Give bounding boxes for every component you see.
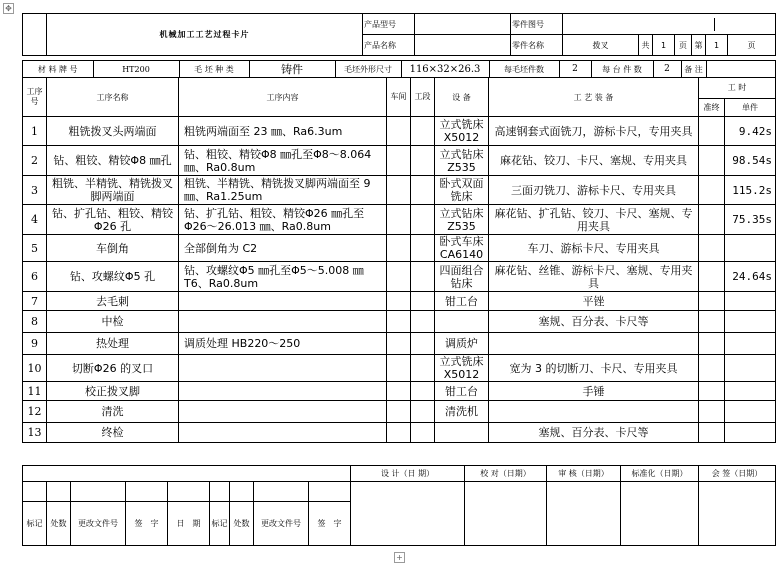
op-name[interactable]: 粗铣拨叉头两端面 bbox=[47, 117, 179, 146]
op-name[interactable]: 校正拨叉脚 bbox=[47, 382, 179, 401]
revision-blank-cell bbox=[47, 482, 71, 502]
revision-blank-cell bbox=[210, 482, 230, 502]
op-unit-time[interactable] bbox=[725, 311, 776, 333]
standardize-date-cell[interactable] bbox=[621, 482, 699, 546]
page-no-value[interactable]: 1 bbox=[706, 35, 728, 56]
op-tooling[interactable] bbox=[489, 333, 699, 355]
op-workshop[interactable] bbox=[387, 382, 411, 401]
material-row bbox=[23, 61, 776, 78]
op-workshop[interactable] bbox=[387, 146, 411, 176]
op-section[interactable] bbox=[411, 205, 435, 235]
blank-size-value[interactable]: 116×32×26.3 bbox=[401, 61, 489, 77]
op-equipment[interactable]: 调质炉 bbox=[435, 333, 489, 355]
table-row bbox=[23, 235, 776, 262]
col-time: 工 时 bbox=[699, 78, 776, 99]
blank-type-label: 毛 坯 种 类 bbox=[179, 61, 249, 77]
op-content[interactable]: 钻、攻螺纹Φ5 ㎜孔至Φ5～5.008 ㎜ T6、Ra0.8um bbox=[179, 262, 387, 292]
blank-type-value[interactable]: 铸件 bbox=[249, 61, 335, 77]
card-title: 机械加工工艺过程卡片 bbox=[47, 14, 363, 56]
parts-per-blank-label: 每毛坯件数 bbox=[489, 61, 559, 77]
op-seq[interactable]: 9 bbox=[23, 333, 47, 355]
sign-label: 签 字 bbox=[126, 502, 168, 546]
op-section[interactable] bbox=[411, 146, 435, 176]
op-content[interactable] bbox=[179, 382, 387, 401]
op-equipment[interactable]: 立式铣床X5012 bbox=[435, 355, 489, 382]
op-unit-time[interactable]: 115.2s bbox=[725, 176, 776, 205]
table-row bbox=[23, 401, 776, 423]
op-name[interactable]: 钻、扩孔钻、粗铰、精铰Φ26 孔 bbox=[47, 205, 179, 235]
sign-label-2: 签 字 bbox=[309, 502, 351, 546]
op-equipment[interactable]: 清洗机 bbox=[435, 401, 489, 423]
op-workshop[interactable] bbox=[387, 423, 411, 443]
op-content[interactable] bbox=[179, 401, 387, 423]
col-workshop: 车间 bbox=[387, 78, 411, 117]
op-seq[interactable]: 1 bbox=[23, 117, 47, 146]
col-unit-time: 单件 bbox=[725, 98, 776, 116]
op-workshop[interactable] bbox=[387, 262, 411, 292]
op-workshop[interactable] bbox=[387, 205, 411, 235]
table-row bbox=[23, 382, 776, 401]
op-tooling[interactable]: 麻花钻、扩孔钻、铰刀、卡尺、塞规、专用夹具 bbox=[489, 205, 699, 235]
op-unit-time[interactable] bbox=[725, 382, 776, 401]
table-row bbox=[23, 117, 776, 146]
op-equipment[interactable]: 卧式车床CA6140 bbox=[435, 235, 489, 262]
op-tooling[interactable]: 平锉 bbox=[489, 292, 699, 311]
op-content[interactable]: 粗铣、半精铣、精铣拨叉脚两端面至 9 ㎜、Ra1.25um bbox=[179, 176, 387, 205]
op-section[interactable] bbox=[411, 262, 435, 292]
revision-blank-cell bbox=[254, 482, 309, 502]
op-workshop[interactable] bbox=[387, 176, 411, 205]
op-equipment[interactable]: 立式钻床Z535 bbox=[435, 205, 489, 235]
op-prep-time[interactable] bbox=[699, 117, 725, 146]
table-row bbox=[23, 333, 776, 355]
part-name-label: 零件名称 bbox=[511, 35, 563, 56]
op-tooling[interactable]: 三面刃铣刀、游标卡尺、专用夹具 bbox=[489, 176, 699, 205]
op-equipment[interactable] bbox=[435, 423, 489, 443]
op-workshop[interactable] bbox=[387, 333, 411, 355]
op-content[interactable] bbox=[179, 423, 387, 443]
remark-value[interactable] bbox=[706, 61, 776, 77]
op-unit-time[interactable]: 75.35s bbox=[725, 205, 776, 235]
text-cursor bbox=[714, 18, 715, 31]
op-section[interactable] bbox=[411, 235, 435, 262]
col-equipment: 设 备 bbox=[435, 78, 489, 117]
op-seq[interactable]: 7 bbox=[23, 292, 47, 311]
op-prep-time[interactable] bbox=[699, 146, 725, 176]
parts-per-unit-value[interactable]: 2 bbox=[653, 61, 681, 77]
op-unit-time[interactable] bbox=[725, 355, 776, 382]
op-content[interactable]: 钻、粗铰、精铰Φ8 ㎜孔至Φ8～8.064 ㎜、Ra0.8um bbox=[179, 146, 387, 176]
op-unit-time[interactable] bbox=[725, 292, 776, 311]
op-seq[interactable]: 8 bbox=[23, 311, 47, 333]
op-workshop[interactable] bbox=[387, 117, 411, 146]
op-section[interactable] bbox=[411, 382, 435, 401]
card-header-table bbox=[22, 13, 776, 56]
col-seq: 工序号 bbox=[23, 78, 47, 117]
op-tooling[interactable] bbox=[489, 401, 699, 423]
op-prep-time[interactable] bbox=[699, 235, 725, 262]
table-add-row-icon[interactable]: + bbox=[394, 552, 405, 563]
op-content[interactable] bbox=[179, 355, 387, 382]
mark-label: 标记 bbox=[23, 502, 47, 546]
op-section[interactable] bbox=[411, 401, 435, 423]
op-equipment[interactable]: 四面组合钻床 bbox=[435, 262, 489, 292]
op-seq[interactable]: 12 bbox=[23, 401, 47, 423]
op-prep-time[interactable] bbox=[699, 176, 725, 205]
op-tooling[interactable]: 手锤 bbox=[489, 382, 699, 401]
op-name[interactable]: 切断Φ26 的叉口 bbox=[47, 355, 179, 382]
table-row bbox=[23, 311, 776, 333]
product-name-value[interactable] bbox=[415, 35, 511, 56]
op-workshop[interactable] bbox=[387, 235, 411, 262]
op-workshop[interactable] bbox=[387, 292, 411, 311]
revision-blank-cell bbox=[126, 482, 168, 502]
product-name-label: 产品名称 bbox=[363, 35, 415, 56]
table-row bbox=[23, 423, 776, 443]
op-name[interactable]: 中检 bbox=[47, 311, 179, 333]
table-row bbox=[23, 292, 776, 311]
op-prep-time[interactable] bbox=[699, 401, 725, 423]
part-name-value[interactable]: 拨叉 bbox=[563, 35, 639, 56]
op-prep-time[interactable] bbox=[699, 311, 725, 333]
op-seq[interactable]: 4 bbox=[23, 205, 47, 235]
review-date-cell[interactable] bbox=[547, 482, 621, 546]
table-move-handle-icon[interactable]: ✥ bbox=[3, 3, 14, 14]
op-prep-time[interactable] bbox=[699, 333, 725, 355]
revision-area-top bbox=[23, 466, 351, 482]
column-header-row-1 bbox=[23, 78, 776, 99]
revision-blank-cell bbox=[71, 482, 126, 502]
part-drawing-no-value[interactable] bbox=[563, 14, 776, 35]
op-name[interactable]: 热处理 bbox=[47, 333, 179, 355]
header-left-blank bbox=[23, 14, 47, 56]
count-label-2: 处数 bbox=[230, 502, 254, 546]
op-equipment[interactable]: 钳工台 bbox=[435, 292, 489, 311]
op-workshop[interactable] bbox=[387, 355, 411, 382]
blank-size-label: 毛坯外形尺寸 bbox=[335, 61, 401, 77]
remark-label: 备 注 bbox=[681, 61, 706, 77]
op-name[interactable]: 粗铣、半精铣、精铣拨叉脚两端面 bbox=[47, 176, 179, 205]
product-model-value[interactable] bbox=[415, 14, 511, 35]
mark-label-2: 标记 bbox=[210, 502, 230, 546]
op-section[interactable] bbox=[411, 311, 435, 333]
material-value[interactable]: HT200 bbox=[93, 61, 179, 77]
page-label-2: 页 bbox=[728, 35, 776, 56]
op-seq[interactable]: 10 bbox=[23, 355, 47, 382]
op-content[interactable]: 钻、扩孔钻、粗铰、精铰Φ26 ㎜孔至Φ26～26.013 ㎜、Ra0.8um bbox=[179, 205, 387, 235]
review-label: 审 核（日期） bbox=[547, 466, 621, 482]
col-tooling: 工 艺 装 备 bbox=[489, 78, 699, 117]
op-equipment[interactable]: 卧式双面铣床 bbox=[435, 176, 489, 205]
op-content[interactable]: 调质处理 HB220～250 bbox=[179, 333, 387, 355]
operations-body bbox=[23, 117, 776, 443]
revision-blank-cell bbox=[23, 482, 47, 502]
op-unit-time[interactable]: 98.54s bbox=[725, 146, 776, 176]
change-doc-label: 更改文件号 bbox=[71, 502, 126, 546]
op-prep-time[interactable] bbox=[699, 382, 725, 401]
total-pages-value[interactable]: 1 bbox=[653, 35, 675, 56]
op-seq[interactable]: 5 bbox=[23, 235, 47, 262]
op-name[interactable]: 钻、攻螺纹Φ5 孔 bbox=[47, 262, 179, 292]
op-equipment[interactable]: 钳工台 bbox=[435, 382, 489, 401]
revision-blank-cell bbox=[309, 482, 351, 502]
part-drawing-no-label: 零件图号 bbox=[511, 14, 563, 35]
table-row bbox=[23, 146, 776, 176]
op-unit-time[interactable] bbox=[725, 423, 776, 443]
table-row bbox=[23, 355, 776, 382]
op-name[interactable]: 去毛刺 bbox=[47, 292, 179, 311]
op-name[interactable]: 清洗 bbox=[47, 401, 179, 423]
material-label: 材 料 牌 号 bbox=[23, 61, 93, 77]
count-label: 处数 bbox=[47, 502, 71, 546]
product-model-label: 产品型号 bbox=[363, 14, 415, 35]
op-section[interactable] bbox=[411, 355, 435, 382]
op-content[interactable] bbox=[179, 311, 387, 333]
change-doc-label-2: 更改文件号 bbox=[254, 502, 309, 546]
process-table bbox=[22, 60, 776, 443]
parts-per-blank-value[interactable]: 2 bbox=[559, 61, 591, 77]
op-name[interactable]: 钻、粗铰、精铰Φ8 ㎜孔 bbox=[47, 146, 179, 176]
op-unit-time[interactable]: 9.42s bbox=[725, 117, 776, 146]
op-unit-time[interactable]: 24.64s bbox=[725, 262, 776, 292]
signature-table bbox=[22, 465, 776, 546]
op-tooling[interactable]: 车刀、游标卡尺、专用夹具 bbox=[489, 235, 699, 262]
standardize-label: 标准化（日期） bbox=[621, 466, 699, 482]
table-row bbox=[23, 262, 776, 292]
op-content[interactable]: 全部倒角为 C2 bbox=[179, 235, 387, 262]
date-label: 日 期 bbox=[168, 502, 210, 546]
op-section[interactable] bbox=[411, 423, 435, 443]
op-prep-time[interactable] bbox=[699, 355, 725, 382]
op-seq[interactable]: 2 bbox=[23, 146, 47, 176]
design-date-cell[interactable] bbox=[351, 482, 465, 546]
parts-per-unit-label: 每 台 件 数 bbox=[591, 61, 653, 77]
op-section[interactable] bbox=[411, 292, 435, 311]
op-name[interactable]: 车倒角 bbox=[47, 235, 179, 262]
revision-blank-cell bbox=[230, 482, 254, 502]
op-tooling[interactable]: 塞规、百分表、卡尺等 bbox=[489, 311, 699, 333]
table-row bbox=[23, 205, 776, 235]
op-unit-time[interactable] bbox=[725, 401, 776, 423]
op-section[interactable] bbox=[411, 333, 435, 355]
op-name[interactable]: 终检 bbox=[47, 423, 179, 443]
op-content[interactable] bbox=[179, 292, 387, 311]
op-content[interactable]: 粗铣两端面至 23 ㎜、Ra6.3um bbox=[179, 117, 387, 146]
op-workshop[interactable] bbox=[387, 401, 411, 423]
proofread-label: 校 对（日期） bbox=[465, 466, 547, 482]
op-prep-time[interactable] bbox=[699, 292, 725, 311]
op-seq[interactable]: 13 bbox=[23, 423, 47, 443]
op-equipment[interactable] bbox=[435, 311, 489, 333]
op-unit-time[interactable] bbox=[725, 235, 776, 262]
page-no-label: 第 bbox=[692, 35, 706, 56]
op-prep-time[interactable] bbox=[699, 205, 725, 235]
op-section[interactable] bbox=[411, 176, 435, 205]
op-prep-time[interactable] bbox=[699, 423, 725, 443]
op-seq[interactable]: 3 bbox=[23, 176, 47, 205]
op-seq[interactable]: 11 bbox=[23, 382, 47, 401]
proofread-date-cell[interactable] bbox=[465, 482, 547, 546]
op-tooling[interactable]: 高速钢套式面铣刀，游标卡尺，专用夹具 bbox=[489, 117, 699, 146]
op-tooling[interactable]: 宽为 3 的切断刀、卡尺、专用夹具 bbox=[489, 355, 699, 382]
col-section: 工段 bbox=[411, 78, 435, 117]
op-tooling[interactable]: 麻花钻、丝锥、游标卡尺、塞规、专用夹具 bbox=[489, 262, 699, 292]
op-unit-time[interactable] bbox=[725, 333, 776, 355]
op-workshop[interactable] bbox=[387, 311, 411, 333]
col-name: 工序名称 bbox=[47, 78, 179, 117]
design-label: 设 计（日 期） bbox=[351, 466, 465, 482]
op-tooling[interactable]: 麻花钻、铰刀、卡尺、塞规、专用夹具 bbox=[489, 146, 699, 176]
table-row bbox=[23, 176, 776, 205]
op-section[interactable] bbox=[411, 117, 435, 146]
countersign-label: 会 签（日期） bbox=[699, 466, 776, 482]
op-tooling[interactable]: 塞规、百分表、卡尺等 bbox=[489, 423, 699, 443]
op-prep-time[interactable] bbox=[699, 262, 725, 292]
col-content: 工序内容 bbox=[179, 78, 387, 117]
op-seq[interactable]: 6 bbox=[23, 262, 47, 292]
total-label: 共 bbox=[639, 35, 653, 56]
col-prep-time: 准终 bbox=[699, 98, 725, 116]
page-label: 页 bbox=[675, 35, 692, 56]
op-equipment[interactable]: 立式铣床X5012 bbox=[435, 117, 489, 146]
countersign-date-cell[interactable] bbox=[699, 482, 776, 546]
revision-blank-cell bbox=[168, 482, 210, 502]
op-equipment[interactable]: 立式钻床Z535 bbox=[435, 146, 489, 176]
